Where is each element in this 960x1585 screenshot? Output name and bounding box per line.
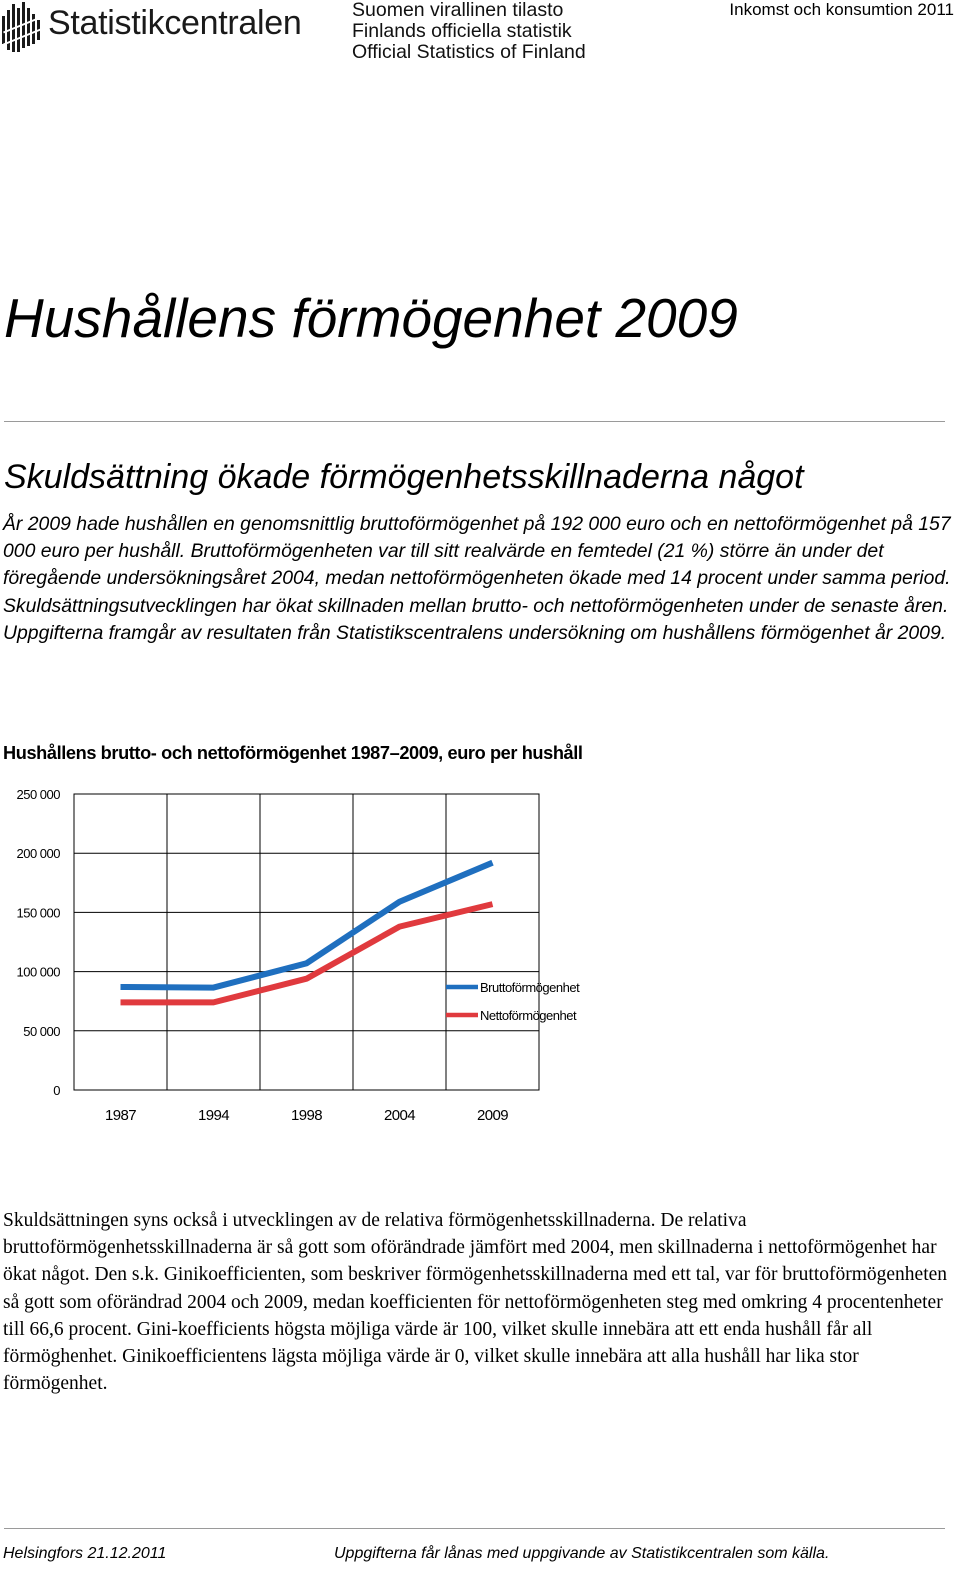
- official-line-fi: Suomen virallinen tilasto: [352, 0, 564, 21]
- y-tick-label: 50 000: [23, 1023, 60, 1039]
- page-header: [0, 0, 960, 70]
- plot-area-frame: [74, 794, 539, 1090]
- x-tick-label: 2009: [477, 1107, 508, 1124]
- official-statistics-label: [352, 0, 586, 63]
- footer-divider: [4, 1528, 945, 1529]
- official-line-en: Official Statistics of Finland: [352, 41, 586, 63]
- footer-source-note: Uppgifterna får lånas med uppgivande av Statistikcentralen som källa.: [334, 1545, 830, 1562]
- page-title: Hushållens förmögenhet 2009: [4, 287, 738, 349]
- body-paragraph: Skuldsättningen syns också i utvecklingen av de relativa förmögenhetsskillnaderna. De relativa bruttoförmögenhetsskillnaderna är så gott som oförändrade jämfört med 2004, men skillnaderna i nettoförmögenhet har ökat något. Den s.k. Ginikoefficienten, som beskriver förmögenhetsskillnaderna med ett tal, var för bruttoförmögenheten så gott som oförändrad 2004 och 2009, medan koefficienten för nettoförmögenheten steg med omkring 4 procentenheter till 66,6 procent. Gini-koefficients högsta möjliga värde är 100, vilket skulle innebära att ett enda hushåll får all förmöghenhet. Ginikoefficientens lägsta möjliga värde är 0, vilket skulle innebära att alla hushåll har lika stor förmögenhet.: [3, 1210, 948, 1395]
- y-tick-label: 250 000: [16, 787, 60, 802]
- wealth-line-chart: [0, 770, 620, 1130]
- legend-label: Bruttoförmögenhet: [480, 980, 580, 995]
- brand-name: Statistikcentralen: [48, 4, 302, 42]
- series-line-brutto: [121, 863, 493, 988]
- y-tick-label: 150 000: [16, 905, 60, 921]
- x-tick-label: 2004: [384, 1107, 415, 1124]
- chart-title: Hushållens brutto- och nettoförmögenhet 1987–2009, euro per hushåll: [3, 743, 583, 763]
- y-tick-label: 200 000: [16, 846, 60, 862]
- footer-date: Helsingfors 21.12.2011: [3, 1545, 167, 1562]
- official-line-sv: Finlands officiella statistik: [352, 20, 572, 42]
- title-divider: [4, 421, 945, 422]
- y-tick-label: 100 000: [16, 964, 60, 980]
- headline: Skuldsättning ökade förmögenhetsskillnaderna något: [4, 458, 804, 496]
- publication-name: Inkomst och konsumtion 2011: [729, 0, 954, 19]
- lead-paragraph: År 2009 hade hushållen en genomsnittlig bruttoförmögenhet på 192 000 euro och en nettoförmögenhet på 157 000 euro per hushåll. Bruttoförmögenheten var till sitt realvärde en femtedel (21 %) större än under det föregående undersökningsåret 2004, medan nettoförmögenheten ökade med 14 procent under samma period. Skuldsättningsutvecklingen har ökat skillnaden mellan brutto- och nettoförmögenheten under de senaste åren. Uppgifterna framgår av resultaten från Statistikscentralens undersökning om hushållens förmögenhet år 2009.: [3, 513, 951, 644]
- y-tick-label: 0: [53, 1083, 60, 1098]
- x-tick-label: 1987: [105, 1107, 136, 1124]
- x-tick-label: 1994: [198, 1107, 229, 1124]
- statistics-finland-logo-icon: [2, 2, 42, 54]
- legend-label: Nettoförmögenhet: [480, 1008, 577, 1023]
- x-tick-label: 1998: [291, 1107, 322, 1124]
